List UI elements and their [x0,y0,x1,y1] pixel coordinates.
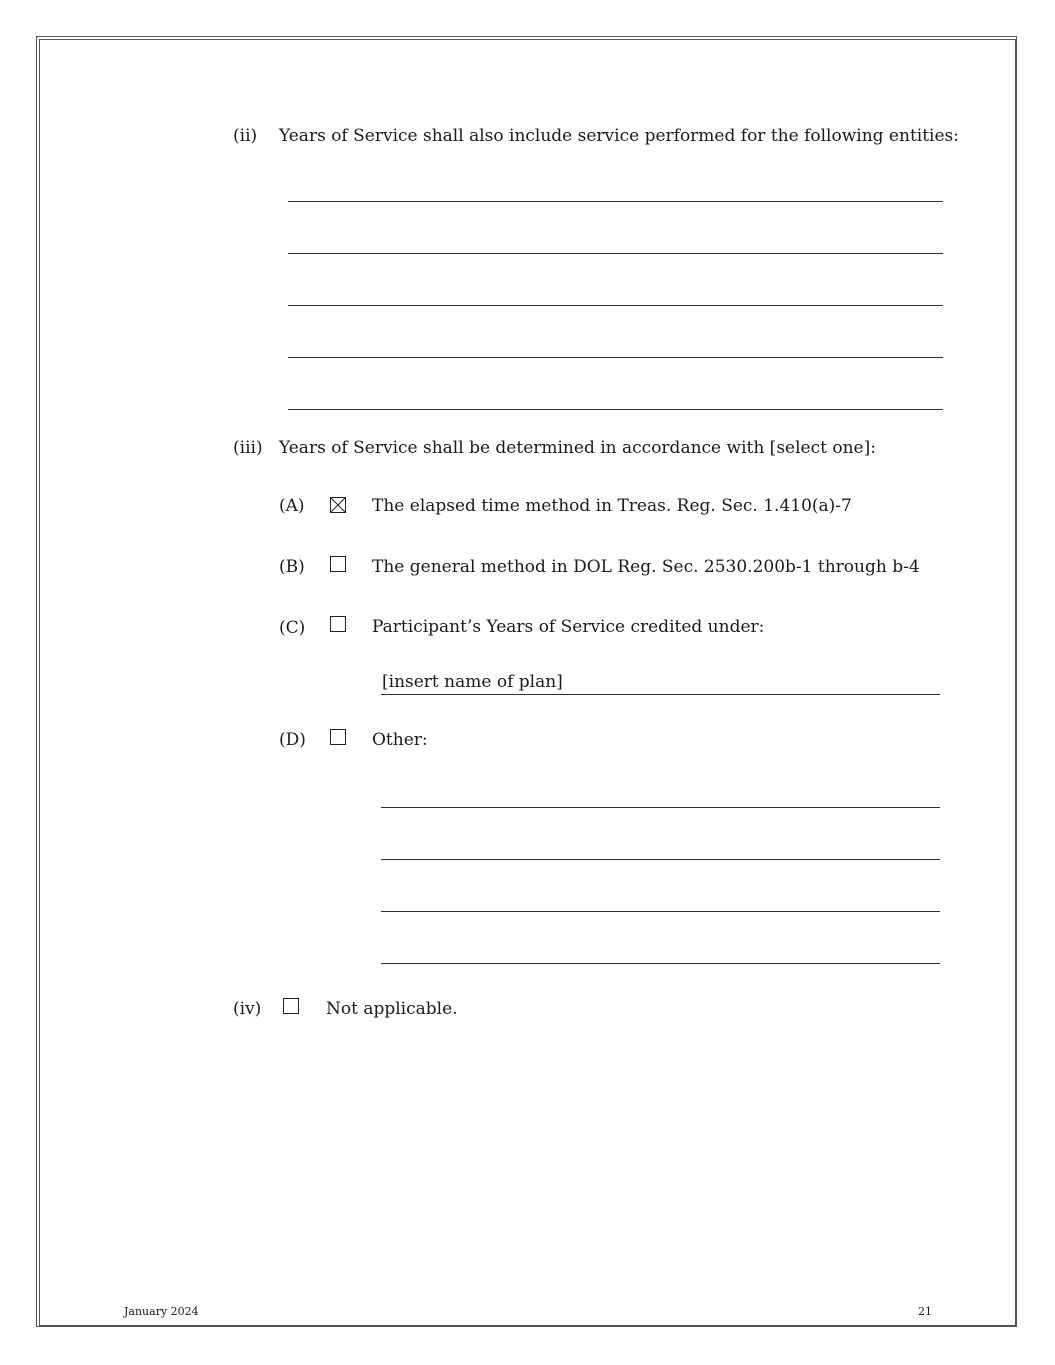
other-line-1[interactable] [381,807,940,808]
entity-line-3[interactable] [288,305,943,306]
item-ii-text: Years of Service shall also include service performed for the following entities: [279,126,959,146]
entity-line-1[interactable] [288,201,943,202]
entity-line-5[interactable] [288,409,943,410]
other-line-2[interactable] [381,859,940,860]
option-c-label: (C) [279,618,306,638]
option-a-text: The elapsed time method in Treas. Reg. Sec. 1.410(a)-7 [372,496,852,516]
other-line-4[interactable] [381,963,940,964]
option-d-label: (D) [279,730,306,750]
other-line-3[interactable] [381,911,940,912]
option-d-text: Other: [372,730,428,750]
item-iii-label: (iii) [233,438,263,458]
option-c-text: Participant’s Years of Service credited under: [372,617,765,637]
option-d-checkbox[interactable] [330,729,346,745]
option-b-label: (B) [279,557,305,577]
entity-line-2[interactable] [288,253,943,254]
footer-date: January 2024 [124,1305,199,1318]
plan-name-underline [381,694,940,695]
option-a-checkbox[interactable] [330,497,346,513]
option-b-checkbox[interactable] [330,556,346,572]
item-iv-label: (iv) [233,999,262,1019]
option-b-text: The general method in DOL Reg. Sec. 2530.200b-1 through b-4 [372,557,920,577]
entity-line-4[interactable] [288,357,943,358]
footer-page-number: 21 [918,1305,932,1318]
item-iv-text: Not applicable. [326,999,458,1019]
plan-name-field[interactable]: [insert name of plan] [382,672,563,692]
item-iv-checkbox[interactable] [283,998,299,1014]
option-c-checkbox[interactable] [330,616,346,632]
item-iii-text: Years of Service shall be determined in accordance with [select one]: [279,438,876,458]
option-a-label: (A) [279,496,305,516]
item-ii-label: (ii) [233,126,258,146]
checked-x-icon [331,498,345,512]
